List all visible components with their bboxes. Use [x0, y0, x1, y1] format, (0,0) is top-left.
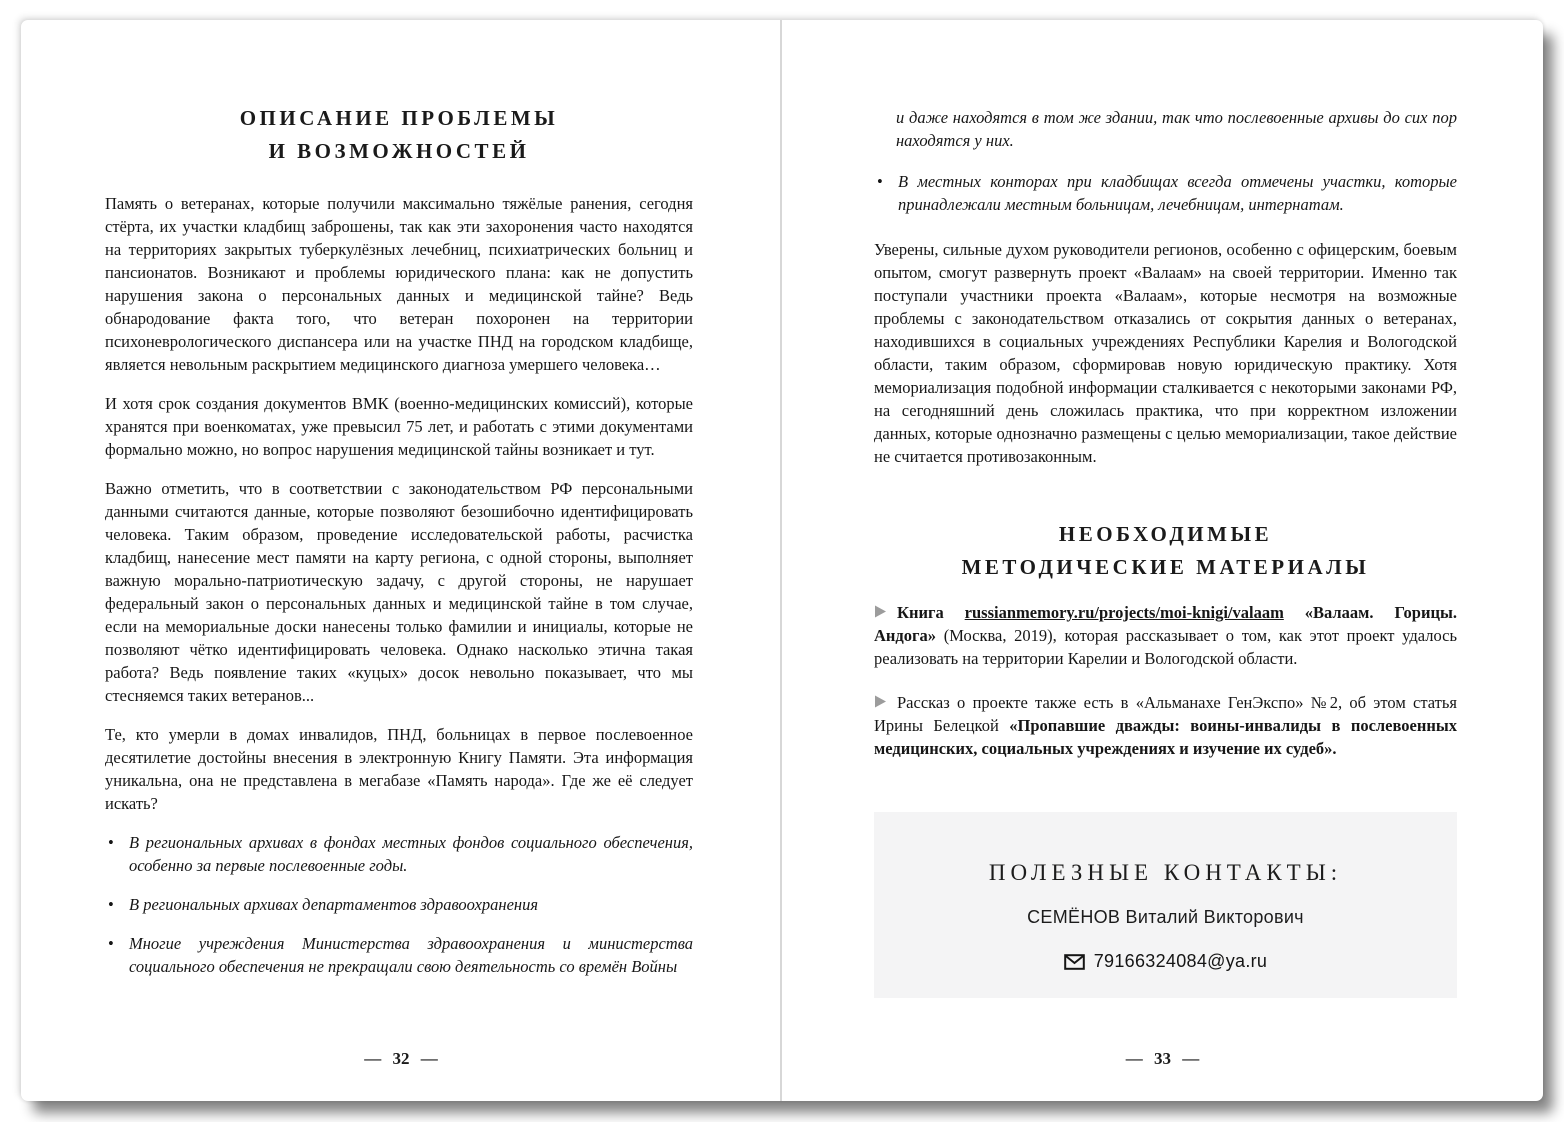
contact-person-name: СЕМЁНОВ Виталий Викторович: [1027, 907, 1304, 927]
list-item-ministries: [105, 932, 693, 978]
contact-email: 79166324084@ya.ru: [1093, 951, 1268, 971]
list-item-text: В региональных архивах департаментов здравоохранения: [129, 895, 539, 914]
section-title-materials: [874, 518, 1457, 584]
play-arrow-icon: [874, 691, 887, 714]
resource-description: (Москва, 2019), которая рассказывает о том, как этот проект удалось реализовать на территории Карелии и Вологодской области.: [874, 626, 1458, 668]
resource-item-book: [874, 601, 1457, 670]
bullet-icon: •: [877, 172, 883, 191]
list-item-text: В местных конторах при кладбищах всегда отмечены участки, которые принадлежали местным больницам, лечебницам, интернатам.: [898, 172, 1457, 214]
bullet-icon: •: [108, 833, 114, 852]
book-spread: [21, 20, 1543, 1101]
paragraph-vmk: И хотя срок создания документов ВМК (военно-медицинских комиссий), которые хранятся при военкоматах, уже превысил 75 лет, и работать с этими документами формально можно, но вопрос нарушения медицинской тайны возникает и тут.: [105, 394, 693, 459]
contacts-box: [874, 812, 1457, 998]
resource-lead: Книга: [897, 603, 965, 622]
page-33: [782, 20, 1543, 1101]
page-number-right: — 33 —: [1125, 1049, 1200, 1068]
page-number-left: — 32 —: [364, 1049, 438, 1068]
contact-email-row: [874, 951, 1457, 972]
section-title-line-1: НЕОБХОДИМЫЕ: [1058, 522, 1273, 546]
book-title: «Валаам. Горицы. Андога»: [874, 603, 1457, 645]
page-title-line-2: И ВОЗМОЖНОСТЕЙ: [268, 139, 530, 163]
contacts-heading: ПОЛЕЗНЫЕ КОНТАКТЫ:: [988, 860, 1343, 885]
bullet-icon: •: [108, 934, 114, 953]
list-item-cemetery-offices: [874, 170, 1457, 216]
book-link[interactable]: russianmemory.ru/projects/moi-knigi/valaam: [964, 603, 1284, 622]
article-title: «Пропавшие дважды: воины-инвалиды в послевоенных медицинских, социальных учреждениях и изучение их судеб».: [874, 716, 1457, 758]
paragraph-valaam: Уверены, сильные духом руководители регионов, особенно с офицерским, боевым опытом, смогут развернуть проект «Валаам» на своей территории. Именно так поступали участники проекта «Валаам», которые несмотря на возможные проблемы с законодательством отказались от сокрытия данных о ветеранах, находившихся в социальных учреждениях Республики Карелия и Вологодской области, таким образом, сформировав новую юридическую практику. Хотя мемориализация подобной информации сталкивается с некоторыми законами РФ, на сегодняшний день сложилась практика, что при корректном изложении данных, которые однозначно размещены с целью мемориализации, такое действие не считается противозаконным.: [874, 240, 1457, 466]
page-title-left: [105, 102, 693, 168]
resource-description: Рассказ о проекте также есть в «Альманахе ГенЭкспо» №2, об этом статья Ирины Белецкой: [874, 693, 1457, 735]
page-32: [21, 20, 781, 1101]
section-title-line-2: МЕТОДИЧЕСКИЕ МАТЕРИАЛЫ: [961, 555, 1370, 579]
bullet-continuation-text: и даже находятся в том же здании, так что послевоенные архивы до сих пор находятся у них.: [896, 108, 1457, 150]
page-title-line-1: ОПИСАНИЕ ПРОБЛЕМЫ: [239, 106, 559, 130]
paragraph-law: Важно отметить, что в соответствии с законодательством РФ персональными данными считаются данные, которые позволяют безошибочно идентифицировать человека. Таким образом, проведение исследовательской работы, расчистка кладбищ, нанесение мест памяти на карту региона, с одной стороны, выполняет важную морально-патриотическую задачу, с другой стороны, не нарушает федеральный закон о персональных данных и медицинской тайне в том случае, если на мемориальные доски нанесены только фамилии и инициалы, которые не позволяют чётко идентифицировать человека. Однако насколько этична такая работа? Ведь появление таких «куцых» досок невольно показывает, что мы стесняемся таких ветеранов...: [105, 479, 693, 705]
list-item-regional-health: [105, 893, 693, 916]
resource-item-article: [874, 691, 1457, 760]
list-item-text: В региональных архивах в фондах местных фондов социального обеспечения, особенно за первые послевоенные годы.: [129, 833, 693, 875]
paragraph-memory: Память о ветеранах, которые получили максимально тяжёлые ранения, сегодня стёрта, их участки кладбищ заброшены, так как эти захоронения часто находятся на территориях закрытых туберкулёзных лечебниц, психиатрических больниц и пансионатов. Возникают и проблемы юридического плана: как не допустить нарушения закона о персональных данных и медицинской тайне? Ведь обнародование факта того, что ветеран похоронен на территории психоневрологического диспансера или на участке ПНД на городском кладбище, является невольным раскрытием медицинского диагноза умершего человека…: [105, 194, 693, 374]
list-item-text: Многие учреждения Министерства здравоохранения и министерства социального обеспечения не прекращали свою деятельность со времён Войны: [129, 934, 693, 976]
paragraph-where-to-search: Те, кто умерли в домах инвалидов, ПНД, больницах в первое послевоенное десятилетие достойны внесения в электронную Книгу Памяти. Эта информация уникальна, она не представлена в мегабазе «Память народа». Где же её следует искать?: [105, 725, 693, 813]
bullet-icon: •: [108, 895, 114, 914]
envelope-icon: [1064, 951, 1094, 971]
list-item-regional-social: [105, 831, 693, 877]
play-arrow-icon: [874, 601, 887, 624]
